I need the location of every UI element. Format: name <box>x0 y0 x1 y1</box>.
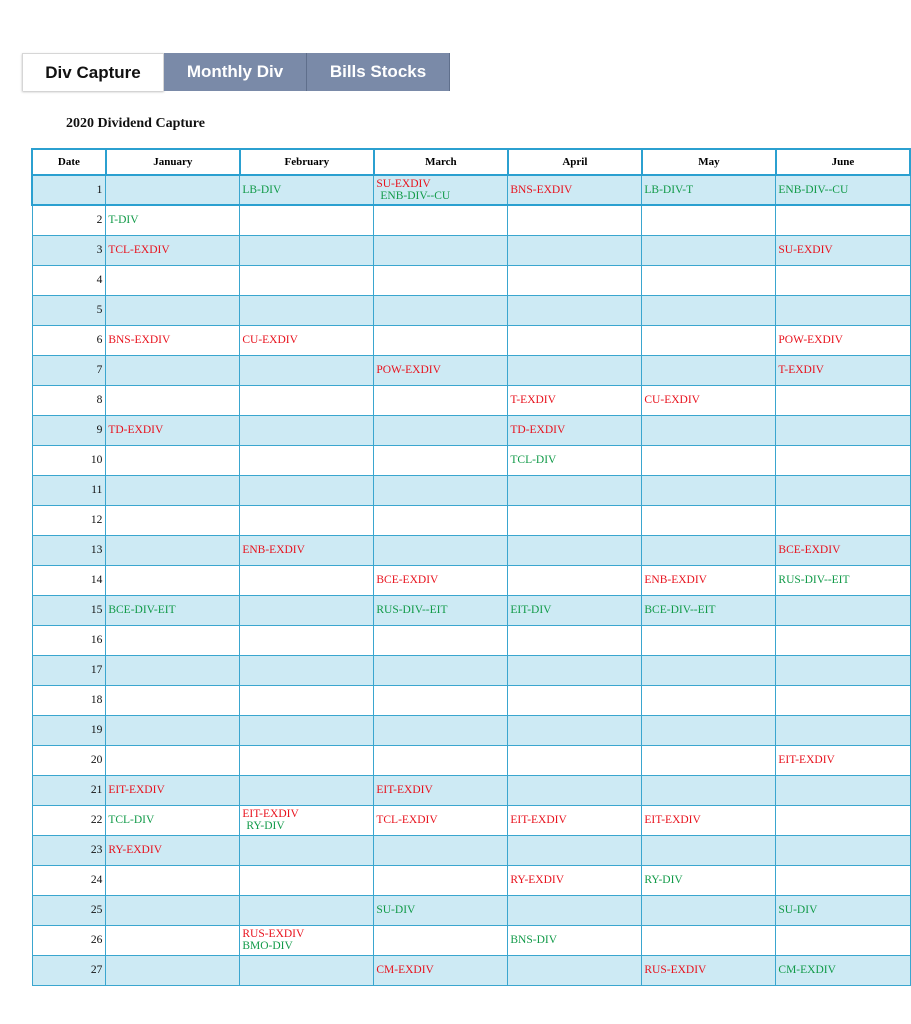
dividend-table <box>31 148 911 986</box>
dividend-cell[interactable] <box>776 445 910 475</box>
dividend-cell[interactable] <box>776 655 910 685</box>
exdiv-entry: BCE-EXDIV <box>778 544 841 556</box>
dividend-cell[interactable] <box>508 175 642 205</box>
div-entry: SU-DIV <box>376 904 416 916</box>
dividend-cell[interactable] <box>776 565 910 595</box>
table-row <box>32 385 910 415</box>
dividend-cell[interactable] <box>776 505 910 535</box>
dividend-cell[interactable] <box>508 865 642 895</box>
dividend-cell[interactable] <box>374 535 508 565</box>
dividend-cell[interactable] <box>776 865 910 895</box>
dividend-cell[interactable] <box>240 865 374 895</box>
dividend-cell[interactable] <box>374 805 508 835</box>
dividend-cell[interactable] <box>240 385 374 415</box>
dividend-cell[interactable] <box>374 775 508 805</box>
dividend-cell[interactable] <box>776 385 910 415</box>
dividend-cell[interactable] <box>240 655 374 685</box>
dividend-cell[interactable] <box>240 415 374 445</box>
dividend-cell[interactable] <box>776 415 910 445</box>
dividend-cell[interactable] <box>374 925 508 955</box>
date-cell[interactable]: 27 <box>32 955 106 985</box>
exdiv-entry: BNS-EXDIV <box>108 334 171 346</box>
exdiv-entry: EIT-EXDIV <box>510 814 567 826</box>
date-cell[interactable]: 4 <box>32 265 106 295</box>
dividend-cell[interactable] <box>776 325 910 355</box>
date-cell[interactable]: 13 <box>32 535 106 565</box>
exdiv-entry: ENB-EXDIV <box>242 544 305 556</box>
div-entry: BCE-DIV--EIT <box>644 604 716 616</box>
dividend-cell[interactable] <box>642 205 776 235</box>
date-cell[interactable]: 16 <box>32 625 106 655</box>
table-row <box>32 955 910 985</box>
date-cell[interactable]: 20 <box>32 745 106 775</box>
dividend-cell[interactable] <box>240 295 374 325</box>
header-march[interactable]: March <box>374 149 508 175</box>
dividend-cell[interactable] <box>374 355 508 385</box>
date-cell[interactable]: 22 <box>32 805 106 835</box>
dividend-cell[interactable] <box>508 355 642 385</box>
dividend-cell[interactable] <box>106 445 240 475</box>
dividend-cell[interactable] <box>508 205 642 235</box>
dividend-cell[interactable] <box>776 355 910 385</box>
dividend-cell[interactable] <box>776 895 910 925</box>
table-row <box>32 625 910 655</box>
dividend-cell[interactable] <box>240 805 374 835</box>
dividend-cell[interactable] <box>106 175 240 205</box>
dividend-cell[interactable] <box>642 325 776 355</box>
dividend-cell[interactable] <box>374 175 508 205</box>
table-body <box>32 175 910 985</box>
dividend-cell[interactable] <box>776 475 910 505</box>
dividend-cell[interactable] <box>374 235 508 265</box>
exdiv-entry: RY-EXDIV <box>510 874 565 886</box>
dividend-cell[interactable] <box>776 595 910 625</box>
dividend-cell[interactable] <box>106 205 240 235</box>
dividend-cell[interactable] <box>642 235 776 265</box>
div-entry: RUS-DIV--EIT <box>778 574 850 586</box>
dividend-cell[interactable] <box>106 925 240 955</box>
date-cell[interactable]: 19 <box>32 715 106 745</box>
table-row <box>32 865 910 895</box>
dividend-cell[interactable] <box>776 175 910 205</box>
dividend-cell[interactable] <box>508 925 642 955</box>
date-cell[interactable]: 2 <box>32 205 106 235</box>
dividend-cell[interactable] <box>240 595 374 625</box>
div-entry: BCE-DIV-EIT <box>108 604 176 616</box>
div-entry: CM-EXDIV <box>778 964 836 976</box>
dividend-cell[interactable] <box>374 595 508 625</box>
dividend-cell[interactable] <box>776 205 910 235</box>
dividend-cell[interactable] <box>106 625 240 655</box>
dividend-cell[interactable] <box>240 475 374 505</box>
header-june[interactable]: June <box>776 149 910 175</box>
dividend-cell[interactable] <box>508 325 642 355</box>
exdiv-entry: T-EXDIV <box>778 364 824 376</box>
dividend-cell[interactable] <box>374 265 508 295</box>
dividend-cell[interactable] <box>374 475 508 505</box>
dividend-cell[interactable] <box>642 175 776 205</box>
date-cell[interactable]: 3 <box>32 235 106 265</box>
dividend-cell[interactable] <box>776 625 910 655</box>
dividend-cell[interactable] <box>776 235 910 265</box>
dividend-cell[interactable] <box>776 745 910 775</box>
exdiv-entry: CU-EXDIV <box>242 334 298 346</box>
dividend-cell[interactable] <box>642 355 776 385</box>
dividend-cell[interactable] <box>508 295 642 325</box>
dividend-cell[interactable] <box>374 565 508 595</box>
dividend-cell[interactable] <box>106 835 240 865</box>
dividend-cell[interactable] <box>776 295 910 325</box>
dividend-cell[interactable] <box>776 535 910 565</box>
date-cell[interactable]: 11 <box>32 475 106 505</box>
date-cell[interactable]: 18 <box>32 685 106 715</box>
exdiv-entry: CM-EXDIV <box>376 964 434 976</box>
table-row <box>32 535 910 565</box>
dividend-cell[interactable] <box>642 265 776 295</box>
date-cell[interactable]: 6 <box>32 325 106 355</box>
header-may[interactable]: May <box>642 149 776 175</box>
date-cell[interactable]: 5 <box>32 295 106 325</box>
dividend-cell[interactable] <box>374 445 508 475</box>
dividend-cell[interactable] <box>240 715 374 745</box>
dividend-cell[interactable] <box>508 595 642 625</box>
dividend-cell[interactable] <box>240 745 374 775</box>
div-entry: LB-DIV <box>242 184 282 196</box>
dividend-cell[interactable] <box>642 535 776 565</box>
exdiv-entry: RY-EXDIV <box>108 844 162 856</box>
dividend-cell[interactable] <box>106 745 240 775</box>
dividend-cell[interactable] <box>508 745 642 775</box>
dividend-cell[interactable] <box>642 475 776 505</box>
dividend-cell[interactable] <box>508 775 642 805</box>
div-entry: RUS-DIV--EIT <box>376 604 448 616</box>
dividend-cell[interactable] <box>642 505 776 535</box>
dividend-cell[interactable] <box>240 325 374 355</box>
table-row <box>32 715 910 745</box>
exdiv-entry: SU-EXDIV <box>376 178 431 190</box>
tab-monthly-div[interactable]: Monthly Div <box>164 53 307 91</box>
exdiv-entry: ENB-EXDIV <box>644 574 707 586</box>
dividend-cell[interactable] <box>106 865 240 895</box>
dividend-cell[interactable] <box>508 565 642 595</box>
date-cell[interactable]: 1 <box>32 175 106 205</box>
dividend-cell[interactable] <box>508 895 642 925</box>
dividend-cell[interactable] <box>776 925 910 955</box>
dividend-cell[interactable] <box>374 415 508 445</box>
div-entry: RY-DIV <box>246 820 285 832</box>
date-cell[interactable]: 14 <box>32 565 106 595</box>
dividend-cell[interactable] <box>240 535 374 565</box>
dividend-cell[interactable] <box>374 835 508 865</box>
div-entry: BMO-DIV <box>242 940 293 952</box>
dividend-cell[interactable] <box>106 505 240 535</box>
date-cell[interactable]: 26 <box>32 925 106 955</box>
table-row <box>32 805 910 835</box>
page-title: 2020 Dividend Capture <box>66 116 205 131</box>
table-row <box>32 265 910 295</box>
date-cell[interactable]: 21 <box>32 775 106 805</box>
table-row <box>32 655 910 685</box>
dividend-cell[interactable] <box>642 295 776 325</box>
dividend-cell[interactable] <box>240 265 374 295</box>
date-cell[interactable]: 17 <box>32 655 106 685</box>
table-row <box>32 475 910 505</box>
dividend-cell[interactable] <box>642 745 776 775</box>
dividend-cell[interactable] <box>642 925 776 955</box>
dividend-cell[interactable] <box>106 655 240 685</box>
table-row <box>32 355 910 385</box>
dividend-cell[interactable] <box>374 955 508 985</box>
exdiv-entry: RUS-EXDIV <box>644 964 707 976</box>
div-entry: EIT-DIV <box>510 604 552 616</box>
dividend-cell[interactable] <box>106 385 240 415</box>
dividend-cell[interactable] <box>642 865 776 895</box>
table-row <box>32 895 910 925</box>
dividend-cell[interactable] <box>240 625 374 655</box>
div-entry: ENB-DIV--CU <box>380 190 451 202</box>
dividend-cell[interactable] <box>106 775 240 805</box>
header-date[interactable]: Date <box>32 149 106 175</box>
dividend-cell[interactable] <box>240 925 374 955</box>
dividend-cell[interactable] <box>642 685 776 715</box>
exdiv-entry: EIT-EXDIV <box>242 808 299 820</box>
header-row <box>32 149 910 175</box>
dividend-cell[interactable] <box>106 295 240 325</box>
tab-bills-stocks[interactable]: Bills Stocks <box>307 53 450 91</box>
date-cell[interactable]: 23 <box>32 835 106 865</box>
header-february[interactable]: February <box>240 149 374 175</box>
table-row <box>32 595 910 625</box>
dividend-cell[interactable] <box>642 775 776 805</box>
dividend-table-container <box>31 148 855 1000</box>
exdiv-entry: POW-EXDIV <box>376 364 441 376</box>
date-cell[interactable]: 12 <box>32 505 106 535</box>
div-entry: BNS-DIV <box>510 934 558 946</box>
dividend-cell[interactable] <box>374 655 508 685</box>
dividend-cell[interactable] <box>374 385 508 415</box>
dividend-cell[interactable] <box>508 265 642 295</box>
exdiv-entry: TCL-EXDIV <box>108 244 170 256</box>
date-cell[interactable]: 25 <box>32 895 106 925</box>
dividend-cell[interactable] <box>106 895 240 925</box>
table-row <box>32 295 910 325</box>
table-row <box>32 775 910 805</box>
dividend-cell[interactable] <box>106 715 240 745</box>
dividend-cell[interactable] <box>508 445 642 475</box>
header-april[interactable]: April <box>508 149 642 175</box>
dividend-cell[interactable] <box>106 565 240 595</box>
dividend-cell[interactable] <box>240 955 374 985</box>
dividend-cell[interactable] <box>374 505 508 535</box>
dividend-cell[interactable] <box>374 745 508 775</box>
exdiv-entry: T-EXDIV <box>510 394 556 406</box>
table-row <box>32 175 910 205</box>
dividend-cell[interactable] <box>240 505 374 535</box>
dividend-cell[interactable] <box>508 415 642 445</box>
table-row <box>32 835 910 865</box>
dividend-cell[interactable] <box>508 385 642 415</box>
exdiv-entry: EIT-EXDIV <box>108 784 165 796</box>
dividend-cell[interactable] <box>508 835 642 865</box>
dividend-cell[interactable] <box>642 415 776 445</box>
dividend-cell[interactable] <box>508 235 642 265</box>
dividend-cell[interactable] <box>508 715 642 745</box>
dividend-cell[interactable] <box>240 235 374 265</box>
dividend-cell[interactable] <box>374 295 508 325</box>
table-row <box>32 235 910 265</box>
dividend-cell[interactable] <box>508 805 642 835</box>
table-row <box>32 325 910 355</box>
dividend-cell[interactable] <box>642 445 776 475</box>
div-entry: LB-DIV-T <box>644 184 694 196</box>
exdiv-entry: TD-EXDIV <box>510 424 566 436</box>
date-cell[interactable]: 7 <box>32 355 106 385</box>
table-row <box>32 925 910 955</box>
exdiv-entry: POW-EXDIV <box>778 334 843 346</box>
exdiv-entry: TCL-EXDIV <box>376 814 438 826</box>
dividend-cell[interactable] <box>508 505 642 535</box>
dividend-cell[interactable] <box>240 685 374 715</box>
table-row <box>32 415 910 445</box>
date-cell[interactable]: 24 <box>32 865 106 895</box>
dividend-cell[interactable] <box>106 475 240 505</box>
dividend-cell[interactable] <box>642 835 776 865</box>
dividend-cell[interactable] <box>776 775 910 805</box>
div-entry: TCL-DIV <box>108 814 155 826</box>
dividend-cell[interactable] <box>374 205 508 235</box>
dividend-cell[interactable] <box>374 865 508 895</box>
div-entry: T-DIV <box>108 214 139 227</box>
exdiv-entry: RUS-EXDIV <box>242 928 305 940</box>
dividend-cell[interactable] <box>240 445 374 475</box>
dividend-cell[interactable] <box>508 685 642 715</box>
table-row <box>32 745 910 775</box>
dividend-cell[interactable] <box>374 325 508 355</box>
header-january[interactable]: January <box>106 149 240 175</box>
exdiv-entry: CU-EXDIV <box>644 394 700 406</box>
dividend-cell[interactable] <box>106 535 240 565</box>
exdiv-entry: EIT-EXDIV <box>376 784 433 796</box>
table-row <box>32 445 910 475</box>
dividend-cell[interactable] <box>240 355 374 385</box>
dividend-cell[interactable] <box>776 955 910 985</box>
date-cell[interactable]: 8 <box>32 385 106 415</box>
dividend-cell[interactable] <box>642 895 776 925</box>
table-row <box>32 505 910 535</box>
dividend-cell[interactable] <box>642 955 776 985</box>
dividend-cell[interactable] <box>240 895 374 925</box>
dividend-cell[interactable] <box>776 805 910 835</box>
dividend-cell[interactable] <box>642 625 776 655</box>
dividend-cell[interactable] <box>374 625 508 655</box>
dividend-cell[interactable] <box>106 415 240 445</box>
dividend-cell[interactable] <box>642 715 776 745</box>
dividend-cell[interactable] <box>508 625 642 655</box>
dividend-cell[interactable] <box>106 685 240 715</box>
dividend-cell[interactable] <box>240 835 374 865</box>
dividend-cell[interactable] <box>106 265 240 295</box>
dividend-cell[interactable] <box>776 715 910 745</box>
dividend-cell[interactable] <box>508 955 642 985</box>
div-entry: TCL-DIV <box>510 454 557 466</box>
dividend-cell[interactable] <box>508 655 642 685</box>
sheet-tabs <box>22 53 450 91</box>
date-cell[interactable]: 10 <box>32 445 106 475</box>
exdiv-entry: BNS-EXDIV <box>510 184 573 196</box>
dividend-cell[interactable] <box>374 715 508 745</box>
table-row <box>32 685 910 715</box>
dividend-cell[interactable] <box>642 565 776 595</box>
exdiv-entry: TD-EXDIV <box>108 424 164 436</box>
dividend-cell[interactable] <box>776 265 910 295</box>
dividend-cell[interactable] <box>106 235 240 265</box>
date-cell[interactable]: 15 <box>32 595 106 625</box>
dividend-cell[interactable] <box>106 595 240 625</box>
date-cell[interactable]: 9 <box>32 415 106 445</box>
dividend-cell[interactable] <box>106 325 240 355</box>
dividend-cell[interactable] <box>374 685 508 715</box>
exdiv-entry: SU-EXDIV <box>778 244 833 256</box>
dividend-cell[interactable] <box>642 595 776 625</box>
dividend-cell[interactable] <box>240 175 374 205</box>
dividend-cell[interactable] <box>240 565 374 595</box>
div-entry: RY-DIV <box>644 874 683 886</box>
dividend-cell[interactable] <box>240 775 374 805</box>
table-row <box>32 205 910 235</box>
dividend-cell[interactable] <box>106 805 240 835</box>
dividend-cell[interactable] <box>374 895 508 925</box>
tab-div-capture[interactable]: Div Capture <box>22 53 164 91</box>
dividend-cell[interactable] <box>642 385 776 415</box>
dividend-cell[interactable] <box>106 955 240 985</box>
exdiv-entry: EIT-EXDIV <box>778 754 835 766</box>
dividend-cell[interactable] <box>106 355 240 385</box>
dividend-cell[interactable] <box>240 205 374 235</box>
dividend-cell[interactable] <box>508 475 642 505</box>
table-row <box>32 565 910 595</box>
dividend-cell[interactable] <box>642 655 776 685</box>
exdiv-entry: BCE-EXDIV <box>376 574 439 586</box>
div-entry: SU-DIV <box>778 904 818 916</box>
dividend-cell[interactable] <box>776 685 910 715</box>
dividend-cell[interactable] <box>776 835 910 865</box>
div-entry: ENB-DIV--CU <box>778 184 849 196</box>
dividend-cell[interactable] <box>642 805 776 835</box>
exdiv-entry: EIT-EXDIV <box>644 814 701 826</box>
dividend-cell[interactable] <box>508 535 642 565</box>
